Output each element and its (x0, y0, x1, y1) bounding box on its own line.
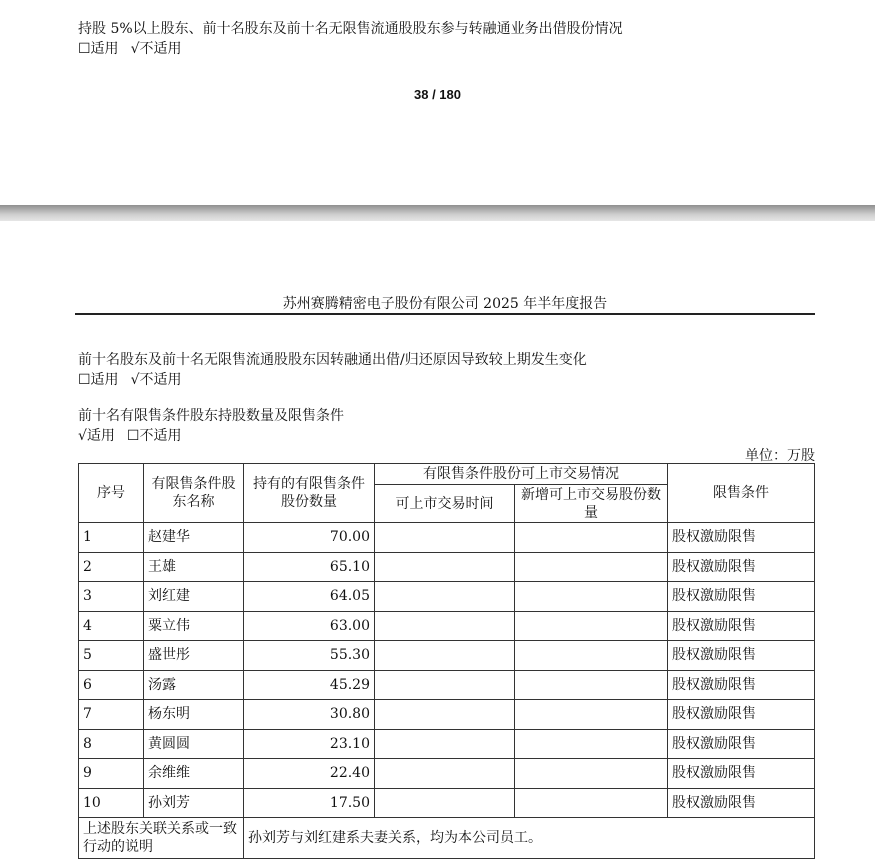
cell-quantity: 63.00 (244, 611, 375, 641)
cell-new-qty (515, 788, 668, 818)
cell-new-qty (515, 670, 668, 700)
cell-listing-time (375, 729, 515, 759)
cell-condition: 股权激励限售 (668, 788, 815, 818)
restricted-shareholders-table (78, 463, 815, 859)
page-separator (0, 205, 875, 221)
option-applicable: ☐适用 (78, 372, 119, 388)
cell-quantity: 45.29 (244, 670, 375, 700)
cell-name: 黄圆圆 (144, 729, 244, 759)
unit-label: 单位：万股 (745, 448, 815, 464)
header-rule (75, 313, 815, 315)
cell-listing-time (375, 700, 515, 730)
header-quantity: 持有的有限售条件股份数量 (244, 464, 375, 523)
cell-condition: 股权激励限售 (668, 552, 815, 582)
cell-listing-time (375, 670, 515, 700)
cell-listing-time (375, 582, 515, 612)
cell-new-qty (515, 700, 668, 730)
header-listing-time: 可上市交易时间 (375, 485, 515, 523)
note-text: 孙刘芳与刘红建系夫妻关系，均为本公司员工。 (244, 818, 815, 859)
applicability-options (78, 425, 193, 445)
cell-quantity: 65.10 (244, 552, 375, 582)
cell-name: 粟立伟 (144, 611, 244, 641)
cell-new-qty (515, 523, 668, 553)
cell-name: 孙刘芳 (144, 788, 244, 818)
cell-no: 5 (79, 641, 144, 671)
cell-condition: 股权激励限售 (668, 729, 815, 759)
cell-no: 8 (79, 729, 144, 759)
cell-no: 1 (79, 523, 144, 553)
cell-condition: 股权激励限售 (668, 700, 815, 730)
cell-no: 9 (79, 759, 144, 789)
applicability-options (78, 369, 193, 389)
page-39 (0, 221, 875, 868)
cell-listing-time (375, 788, 515, 818)
cell-no: 7 (79, 700, 144, 730)
option-not-applicable: √不适用 (130, 41, 182, 57)
cell-quantity: 30.80 (244, 700, 375, 730)
cell-new-qty (515, 582, 668, 612)
cell-listing-time (375, 552, 515, 582)
header-no: 序号 (79, 464, 144, 523)
page-38 (0, 0, 875, 205)
cell-condition: 股权激励限售 (668, 641, 815, 671)
cell-quantity: 55.30 (244, 641, 375, 671)
table-row (79, 759, 815, 789)
cell-condition: 股权激励限售 (668, 523, 815, 553)
cell-name: 刘红建 (144, 582, 244, 612)
cell-no: 4 (79, 611, 144, 641)
cell-new-qty (515, 759, 668, 789)
cell-quantity: 70.00 (244, 523, 375, 553)
cell-condition: 股权激励限售 (668, 582, 815, 612)
header-name: 有限售条件股东名称 (144, 464, 244, 523)
cell-no: 6 (79, 670, 144, 700)
option-applicable: ☐适用 (78, 41, 119, 57)
header-condition: 限售条件 (668, 464, 815, 523)
header-new-listing-qty: 新增可上市交易股份数量 (515, 485, 668, 523)
cell-listing-time (375, 641, 515, 671)
cell-listing-time (375, 759, 515, 789)
note-label: 上述股东关联关系或一致行动的说明 (79, 818, 244, 859)
cell-listing-time (375, 611, 515, 641)
option-not-applicable: √不适用 (130, 372, 182, 388)
cell-new-qty (515, 729, 668, 759)
table-row (79, 552, 815, 582)
cell-new-qty (515, 641, 668, 671)
cell-name: 盛世彤 (144, 641, 244, 671)
cell-no: 2 (79, 552, 144, 582)
cell-no: 3 (79, 582, 144, 612)
applicability-options (78, 38, 193, 58)
cell-name: 汤露 (144, 670, 244, 700)
cell-name: 余维维 (144, 759, 244, 789)
table-row (79, 700, 815, 730)
header-listing-group: 有限售条件股份可上市交易情况 (375, 464, 668, 485)
table-row (79, 670, 815, 700)
table-row (79, 523, 815, 553)
cell-new-qty (515, 552, 668, 582)
cell-quantity: 23.10 (244, 729, 375, 759)
table-row (79, 788, 815, 818)
section-heading-restricted-holders: 前十名有限售条件股东持股数量及限售条件 (78, 408, 344, 424)
option-not-applicable: ☐不适用 (126, 428, 182, 444)
cell-condition: 股权激励限售 (668, 611, 815, 641)
table-row (79, 611, 815, 641)
cell-name: 王雄 (144, 552, 244, 582)
cell-no: 10 (79, 788, 144, 818)
table-row (79, 641, 815, 671)
table-note-row (79, 818, 815, 859)
section-heading-securities-lending: 持股 5%以上股东、前十名股东及前十名无限售流通股股东参与转融通业务出借股份情况 (78, 21, 623, 37)
cell-listing-time (375, 523, 515, 553)
option-applicable: √适用 (78, 428, 115, 444)
cell-quantity: 22.40 (244, 759, 375, 789)
section-heading-lending-change: 前十名股东及前十名无限售流通股股东因转融通出借/归还原因导致较上期发生变化 (78, 352, 587, 368)
cell-condition: 股权激励限售 (668, 670, 815, 700)
table-row (79, 729, 815, 759)
page-number: 38 / 180 (414, 87, 461, 102)
cell-new-qty (515, 611, 668, 641)
cell-quantity: 17.50 (244, 788, 375, 818)
cell-name: 杨东明 (144, 700, 244, 730)
report-header-title: 苏州赛腾精密电子股份有限公司 2025 年半年度报告 (282, 296, 608, 312)
table-row (79, 582, 815, 612)
cell-condition: 股权激励限售 (668, 759, 815, 789)
cell-name: 赵建华 (144, 523, 244, 553)
cell-quantity: 64.05 (244, 582, 375, 612)
